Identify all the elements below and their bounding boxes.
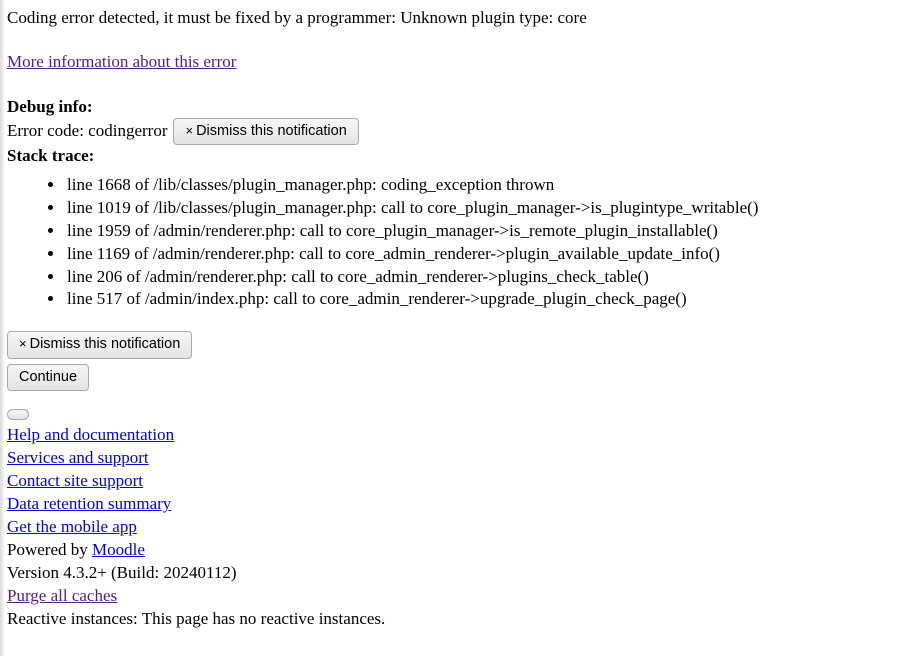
error-code-row — [7, 119, 900, 144]
footer-link-get-the-mobile-app[interactable]: Get the mobile app — [7, 517, 137, 537]
stack-trace-list — [7, 174, 900, 312]
footer-link-services-and-support[interactable]: Services and support — [7, 448, 149, 468]
version-text: Version 4.3.2+ (Build: 20240112) — [7, 563, 237, 583]
dismiss-notification-label: Dismiss this notification — [29, 336, 181, 353]
more-information-link[interactable]: More information about this error — [7, 51, 237, 71]
close-icon: × — [19, 336, 27, 352]
continue-row — [7, 364, 900, 392]
footer-link-data-retention-summary[interactable]: Data retention summary — [7, 494, 172, 514]
purge-caches-row — [7, 584, 900, 607]
error-code-text: Error code: codingerror — [7, 120, 168, 140]
stack-trace-line: • line 1019 of /lib/classes/plugin_manager.php: call to core_plugin_manager->is_plugintype_writable() — [65, 197, 900, 220]
powered-by-prefix: Powered by — [7, 540, 92, 560]
collapsed-toggle-button[interactable] — [7, 409, 29, 420]
debug-info-heading: Debug info: — [7, 96, 93, 116]
stack-trace-line: • line 1668 of /lib/classes/plugin_manager.php: coding_exception thrown — [65, 174, 900, 197]
continue-button[interactable]: Continue — [7, 364, 89, 392]
more-info-row — [7, 51, 900, 74]
stack-trace-line: • line 1959 of /admin/renderer.php: call to core_plugin_manager->is_remote_plugin_installable() — [65, 220, 900, 243]
stack-trace-line: • line 1169 of /admin/renderer.php: call to core_admin_renderer->plugin_available_update_info() — [65, 243, 900, 266]
dismiss-notification-button-inline[interactable] — [173, 118, 358, 146]
close-icon: × — [185, 122, 194, 138]
moodle-link[interactable]: Moodle — [91, 540, 145, 560]
dismiss-notification-label: Dismiss this notification — [196, 122, 347, 139]
stack-trace-line: • line 517 of /admin/index.php: call to core_admin_renderer->upgrade_plugin_check_page() — [65, 288, 900, 311]
error-title: Coding error detected, it must be fixed by a programmer: Unknown plugin type: core — [7, 8, 587, 27]
action-button-group — [7, 331, 900, 391]
footer-link-help-and-documentation[interactable]: Help and documentation — [7, 425, 175, 445]
footer-link-list — [7, 423, 900, 538]
stack-trace-line: • line 206 of /admin/renderer.php: call to core_admin_renderer->plugins_check_table() — [65, 266, 900, 289]
dismiss-notification-button[interactable] — [7, 331, 192, 359]
reactive-instances-text: Reactive instances: This page has no reactive instances. — [7, 609, 386, 629]
powered-by-row — [7, 538, 900, 561]
purge-all-caches-link[interactable]: Purge all caches — [7, 586, 118, 606]
stack-trace-heading: Stack trace: — [7, 145, 95, 165]
footer-link-contact-site-support[interactable]: Contact site support — [7, 471, 143, 491]
